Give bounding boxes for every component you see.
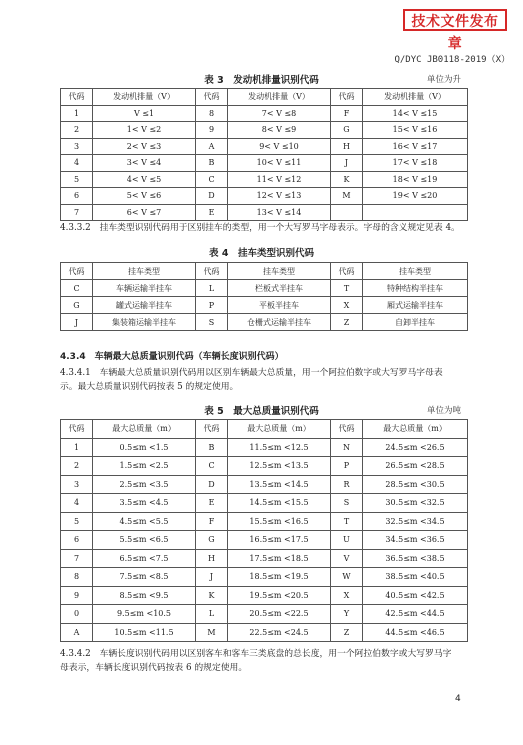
table-cell: E [196, 494, 228, 513]
table-cell: 9 [61, 586, 93, 605]
table-cell: M [331, 188, 363, 205]
table-cell: 9 [196, 122, 228, 139]
table4-trailer-type-codes [60, 262, 468, 331]
table-cell: T [331, 512, 363, 531]
table-cell: 6< V ≤7 [93, 204, 196, 221]
table-cell: 36.5≤m <38.5 [363, 549, 468, 568]
table4-title: 表 4 挂车类型识别代码 [209, 248, 314, 259]
release-stamp: 技术文件发布章 [403, 9, 507, 31]
table-cell: H [196, 549, 228, 568]
table-cell: 15.5≤m <16.5 [228, 512, 331, 531]
table-cell: 24.5≤m <26.5 [363, 438, 468, 457]
table-cell: 18.5≤m <19.5 [228, 568, 331, 587]
document-number: Q/DYC JB0118-2019（X） [394, 55, 510, 65]
table-cell: 30.5≤m <32.5 [363, 494, 468, 513]
table-cell: 集装箱运输半挂车 [93, 314, 196, 331]
table-cell: C [196, 457, 228, 476]
table-cell: 9< V ≤10 [228, 138, 331, 155]
table-cell: 12< V ≤13 [228, 188, 331, 205]
table-row [61, 586, 468, 605]
table-row [61, 280, 468, 297]
table-cell: 5< V ≤6 [93, 188, 196, 205]
table-cell: 18< V ≤19 [363, 171, 468, 188]
table-cell: 28.5≤m <30.5 [363, 475, 468, 494]
table-cell: 仓栅式运输半挂车 [228, 314, 331, 331]
table-cell: 15< V ≤16 [363, 122, 468, 139]
section-4-3-4-heading: 4.3.4 车辆最大总质量识别代码（车辆长度识别代码） [60, 352, 284, 362]
table-cell: 14< V ≤15 [363, 105, 468, 122]
table-cell [331, 204, 363, 221]
table-cell: 4.5≤m <5.5 [93, 512, 196, 531]
table-cell: T [331, 280, 363, 297]
table-header-row [61, 420, 468, 439]
table-cell: 3< V ≤4 [93, 155, 196, 172]
column-header: 最大总质量（m） [228, 420, 331, 439]
table-cell: 10< V ≤11 [228, 155, 331, 172]
table-cell: U [331, 531, 363, 550]
table-row [61, 512, 468, 531]
table-cell: A [61, 623, 93, 642]
table-cell: D [196, 475, 228, 494]
table-cell: 17.5≤m <18.5 [228, 549, 331, 568]
table-cell: V [331, 549, 363, 568]
table-cell: E [196, 204, 228, 221]
table-cell: D [196, 188, 228, 205]
table-cell: 38.5≤m <40.5 [363, 568, 468, 587]
table-cell: 0.5≤m <1.5 [93, 438, 196, 457]
table-row [61, 188, 468, 205]
table-cell: G [196, 531, 228, 550]
table-cell: 8 [196, 105, 228, 122]
table-cell: 平板半挂车 [228, 297, 331, 314]
table-cell: L [196, 280, 228, 297]
table-cell: 0 [61, 605, 93, 624]
table-cell: J [331, 155, 363, 172]
column-header: 代码 [61, 420, 93, 439]
table-cell: B [196, 438, 228, 457]
table-cell: 1 [61, 438, 93, 457]
table-cell: 13.5≤m <14.5 [228, 475, 331, 494]
table-cell: Z [331, 623, 363, 642]
table-cell: 34.5≤m <36.5 [363, 531, 468, 550]
table-cell: 19< V ≤20 [363, 188, 468, 205]
table5-max-mass-codes [60, 419, 468, 642]
table-row [61, 171, 468, 188]
column-header: 代码 [331, 420, 363, 439]
table-cell: 7.5≤m <8.5 [93, 568, 196, 587]
table-cell: 5 [61, 171, 93, 188]
table-cell: 40.5≤m <42.5 [363, 586, 468, 605]
table-row [61, 438, 468, 457]
table5-unit: 单位为吨 [427, 406, 462, 416]
table-cell: 7 [61, 549, 93, 568]
column-header: 挂车类型 [228, 263, 331, 280]
table-cell: 17< V ≤18 [363, 155, 468, 172]
table-cell: F [196, 512, 228, 531]
column-header: 代码 [331, 263, 363, 280]
table-cell: 16.5≤m <17.5 [228, 531, 331, 550]
table-cell: 7 [61, 204, 93, 221]
table-cell: 2.5≤m <3.5 [93, 475, 196, 494]
table-cell: B [196, 155, 228, 172]
table-cell: 3 [61, 138, 93, 155]
table-cell: 6 [61, 188, 93, 205]
table-cell: 11.5≤m <12.5 [228, 438, 331, 457]
paragraph-4-3-4-2-line2: 母表示，车辆长度识别代码按表 6 的规定使用。 [60, 663, 248, 673]
table-cell: A [196, 138, 228, 155]
table-cell: 罐式运输半挂车 [93, 297, 196, 314]
column-header: 代码 [196, 89, 228, 106]
table-cell: 19.5≤m <20.5 [228, 586, 331, 605]
table-cell: 1.5≤m <2.5 [93, 457, 196, 476]
table-cell: M [196, 623, 228, 642]
table-row [61, 531, 468, 550]
table-row [61, 623, 468, 642]
table-row [61, 549, 468, 568]
table-cell: 11< V ≤12 [228, 171, 331, 188]
table-cell: 44.5≤m <46.5 [363, 623, 468, 642]
table-cell: 9.5≤m <10.5 [93, 605, 196, 624]
table-cell: 车辆运输半挂车 [93, 280, 196, 297]
table-cell: 特种结构半挂车 [363, 280, 468, 297]
table-cell: X [331, 297, 363, 314]
column-header: 代码 [196, 263, 228, 280]
table-row [61, 204, 468, 221]
table-row [61, 457, 468, 476]
table-cell: 20.5≤m <22.5 [228, 605, 331, 624]
table-cell: 2< V ≤3 [93, 138, 196, 155]
table-cell: C [196, 171, 228, 188]
table-header-row [61, 263, 468, 280]
table-cell: 8< V ≤9 [228, 122, 331, 139]
table-cell: S [331, 494, 363, 513]
table-row [61, 568, 468, 587]
table3-unit: 单位为升 [427, 75, 462, 85]
table-cell: 42.5≤m <44.5 [363, 605, 468, 624]
column-header: 发动机排量（V） [93, 89, 196, 106]
table-cell: K [196, 586, 228, 605]
table-cell: 14.5≤m <15.5 [228, 494, 331, 513]
page-number: 4 [455, 694, 461, 704]
table5-title: 表 5 最大总质量识别代码 [204, 406, 319, 417]
table-cell: 6.5≤m <7.5 [93, 549, 196, 568]
table-cell: X [331, 586, 363, 605]
column-header: 最大总质量（m） [93, 420, 196, 439]
table-cell: 2 [61, 457, 93, 476]
table-cell: J [61, 314, 93, 331]
column-header: 代码 [196, 420, 228, 439]
table-cell: 栏板式半挂车 [228, 280, 331, 297]
table-cell: 3 [61, 475, 93, 494]
column-header: 发动机排量（V） [228, 89, 331, 106]
table-cell: 5 [61, 512, 93, 531]
paragraph-4-3-4-1-line2: 示。最大总质量识别代码按表 5 的规定使用。 [60, 382, 239, 392]
table-cell: 16< V ≤17 [363, 138, 468, 155]
table-cell: 1< V ≤2 [93, 122, 196, 139]
table-cell: V ≤1 [93, 105, 196, 122]
table-cell: 4< V ≤5 [93, 171, 196, 188]
table-row [61, 138, 468, 155]
table-cell: Y [331, 605, 363, 624]
table-cell: C [61, 280, 93, 297]
column-header: 代码 [61, 89, 93, 106]
table-cell: 13< V ≤14 [228, 204, 331, 221]
table-cell: 7< V ≤8 [228, 105, 331, 122]
table-row [61, 605, 468, 624]
table-cell: P [196, 297, 228, 314]
table-cell: 12.5≤m <13.5 [228, 457, 331, 476]
table-cell: L [196, 605, 228, 624]
table-cell: F [331, 105, 363, 122]
table3-displacement-codes [60, 88, 468, 221]
table-cell: G [331, 122, 363, 139]
column-header: 挂车类型 [363, 263, 468, 280]
table-cell: 1 [61, 105, 93, 122]
table-cell: 26.5≤m <28.5 [363, 457, 468, 476]
table-cell: H [331, 138, 363, 155]
paragraph-4-3-4-2-line1: 4.3.4.2 车辆长度识别代码用以区别客车和客车三类底盘的总长度，用一个阿拉伯数字或大写罗马字 [60, 649, 452, 659]
table-cell: 8.5≤m <9.5 [93, 586, 196, 605]
column-header: 发动机排量（V） [363, 89, 468, 106]
table-row [61, 314, 468, 331]
table-row [61, 297, 468, 314]
table-row [61, 475, 468, 494]
column-header: 挂车类型 [93, 263, 196, 280]
table-cell [363, 204, 468, 221]
column-header: 代码 [331, 89, 363, 106]
table-cell: 5.5≤m <6.5 [93, 531, 196, 550]
table-cell: 自卸半挂车 [363, 314, 468, 331]
table-cell: 6 [61, 531, 93, 550]
table-cell: Z [331, 314, 363, 331]
table-cell: 厢式运输半挂车 [363, 297, 468, 314]
column-header: 代码 [61, 263, 93, 280]
table-cell: 22.5≤m <24.5 [228, 623, 331, 642]
table-cell: 4 [61, 494, 93, 513]
table-cell: 3.5≤m <4.5 [93, 494, 196, 513]
table-cell: R [331, 475, 363, 494]
table-cell: K [331, 171, 363, 188]
table-cell: P [331, 457, 363, 476]
table-cell: 4 [61, 155, 93, 172]
table-row [61, 494, 468, 513]
paragraph-4-3-3-2: 4.3.3.2 挂车类型识别代码用于区别挂车的类型，用一个大写罗马字母表示。字母的含义规定见表 4。 [60, 223, 460, 233]
table-row [61, 155, 468, 172]
table-cell: N [331, 438, 363, 457]
table-row [61, 105, 468, 122]
table-header-row [61, 89, 468, 106]
table-cell: 8 [61, 568, 93, 587]
table-cell: 32.5≤m <34.5 [363, 512, 468, 531]
table-cell: J [196, 568, 228, 587]
table-cell: 10.5≤m <11.5 [93, 623, 196, 642]
table-cell: S [196, 314, 228, 331]
table-row [61, 122, 468, 139]
table3-title: 表 3 发动机排量识别代码 [204, 75, 319, 86]
table-cell: W [331, 568, 363, 587]
table-cell: G [61, 297, 93, 314]
table-cell: 2 [61, 122, 93, 139]
paragraph-4-3-4-1-line1: 4.3.4.1 车辆最大总质量识别代码用以区别车辆最大总质量，用一个阿拉伯数字或大写罗马字母表 [60, 368, 443, 378]
column-header: 最大总质量（m） [363, 420, 468, 439]
